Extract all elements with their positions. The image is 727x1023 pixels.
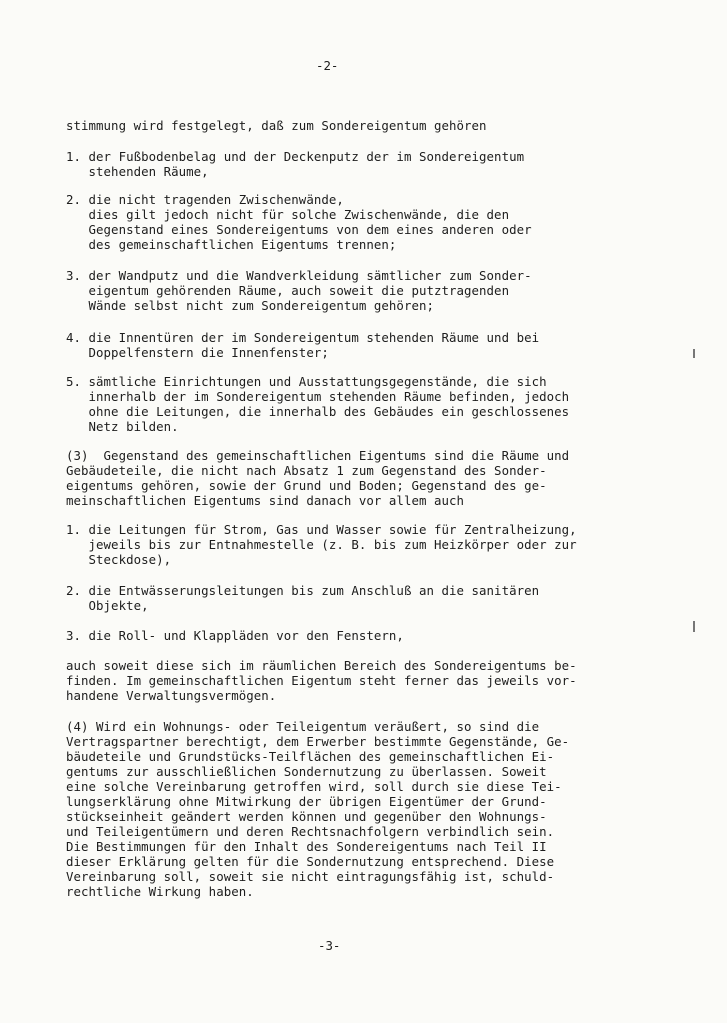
- text-line: 1. die Leitungen für Strom, Gas und Wasser sowie für Zentralheizung,: [66, 522, 577, 537]
- text-line: 1. der Fußbodenbelag und der Deckenputz der im Sondereigentum: [66, 149, 525, 164]
- text-line: jeweils bis zur Entnahmestelle (z. B. bis zum Heizkörper oder zur: [66, 537, 577, 552]
- text-line: Gebäudeteile, die nicht nach Absatz 1 zum Gegenstand des Sonder-: [66, 463, 547, 478]
- text-line: 2. die nicht tragenden Zwischenwände,: [66, 192, 344, 207]
- text-line: 2. die Entwässerungsleitungen bis zum Anschluß an die sanitären: [66, 583, 540, 598]
- text-line: finden. Im gemeinschaftlichen Eigentum steht ferner das jeweils vor-: [66, 673, 577, 688]
- text-line: 3. der Wandputz und die Wandverkleidung sämtlicher zum Sonder-: [66, 268, 532, 283]
- text-line: Vertragspartner berechtigt, dem Erwerber bestimmte Gegenstände, Ge-: [66, 734, 570, 749]
- text-line: 5. sämtliche Einrichtungen und Ausstattungsgegenstände, die sich: [66, 374, 547, 389]
- text-line: meinschaftlichen Eigentums sind danach vor allem auch: [66, 493, 465, 508]
- text-line: Gegenstand eines Sondereigentums von dem eines anderen oder: [66, 222, 532, 237]
- text-line: Steckdose),: [66, 552, 172, 567]
- text-line: Objekte,: [66, 598, 149, 613]
- text-line: dieser Erklärung gelten für die Sondernutzung entsprechend. Diese: [66, 854, 555, 869]
- text-line: gentums zur ausschließlichen Sondernutzung zu überlassen. Soweit: [66, 764, 547, 779]
- text-line: Die Bestimmungen für den Inhalt des Sondereigentums nach Teil II: [66, 839, 547, 854]
- text-line: Vereinbarung soll, soweit sie nicht eintragungsfähig ist, schuld-: [66, 869, 555, 884]
- text-line: lungserklärung ohne Mitwirkung der übrigen Eigentümer der Grund-: [66, 794, 547, 809]
- text-line: Wände selbst nicht zum Sondereigentum gehören;: [66, 298, 434, 313]
- text-line: und Teileigentümern und deren Rechtsnachfolgern verbindlich sein.: [66, 824, 555, 839]
- scan-mark: [693, 621, 695, 632]
- text-line: bäudeteile und Grundstücks-Teilflächen des gemeinschaftlichen Ei-: [66, 749, 555, 764]
- text-line: dies gilt jedoch nicht für solche Zwischenwände, die den: [66, 207, 510, 222]
- scan-mark: [693, 349, 695, 358]
- text-line: eine solche Vereinbarung getroffen wird, soll durch sie diese Tei-: [66, 779, 562, 794]
- text-line: (4) Wird ein Wohnungs- oder Teileigentum veräußert, so sind die: [66, 719, 540, 734]
- text-line: stimmung wird festgelegt, daß zum Sondereigentum gehören: [66, 118, 487, 133]
- text-line: auch soweit diese sich im räumlichen Bereich des Sondereigentums be-: [66, 658, 577, 673]
- footer-page-number: -3-: [318, 938, 341, 953]
- text-line: Doppelfenstern die Innenfenster;: [66, 345, 329, 360]
- text-line: (3) Gegenstand des gemeinschaftlichen Eigentums sind die Räume und: [66, 448, 570, 463]
- text-line: des gemeinschaftlichen Eigentums trennen;: [66, 237, 397, 252]
- text-line: ohne die Leitungen, die innerhalb des Gebäudes ein geschlossenes: [66, 404, 570, 419]
- text-line: handene Verwaltungsvermögen.: [66, 688, 277, 703]
- header-page-number: -2-: [316, 58, 339, 73]
- text-line: eigentum gehörenden Räume, auch soweit die putztragenden: [66, 283, 510, 298]
- text-line: stückseinheit geändert werden können und gegenüber den Wohnungs-: [66, 809, 547, 824]
- text-line: stehenden Räume,: [66, 164, 209, 179]
- text-line: innerhalb der im Sondereigentum stehenden Räume befinden, jedoch: [66, 389, 570, 404]
- text-line: rechtliche Wirkung haben.: [66, 884, 254, 899]
- text-line: 3. die Roll- und Klappläden vor den Fenstern,: [66, 628, 404, 643]
- text-line: Netz bilden.: [66, 419, 179, 434]
- text-line: 4. die Innentüren der im Sondereigentum stehenden Räume und bei: [66, 330, 540, 345]
- text-line: eigentums gehören, sowie der Grund und Boden; Gegenstand des ge-: [66, 478, 547, 493]
